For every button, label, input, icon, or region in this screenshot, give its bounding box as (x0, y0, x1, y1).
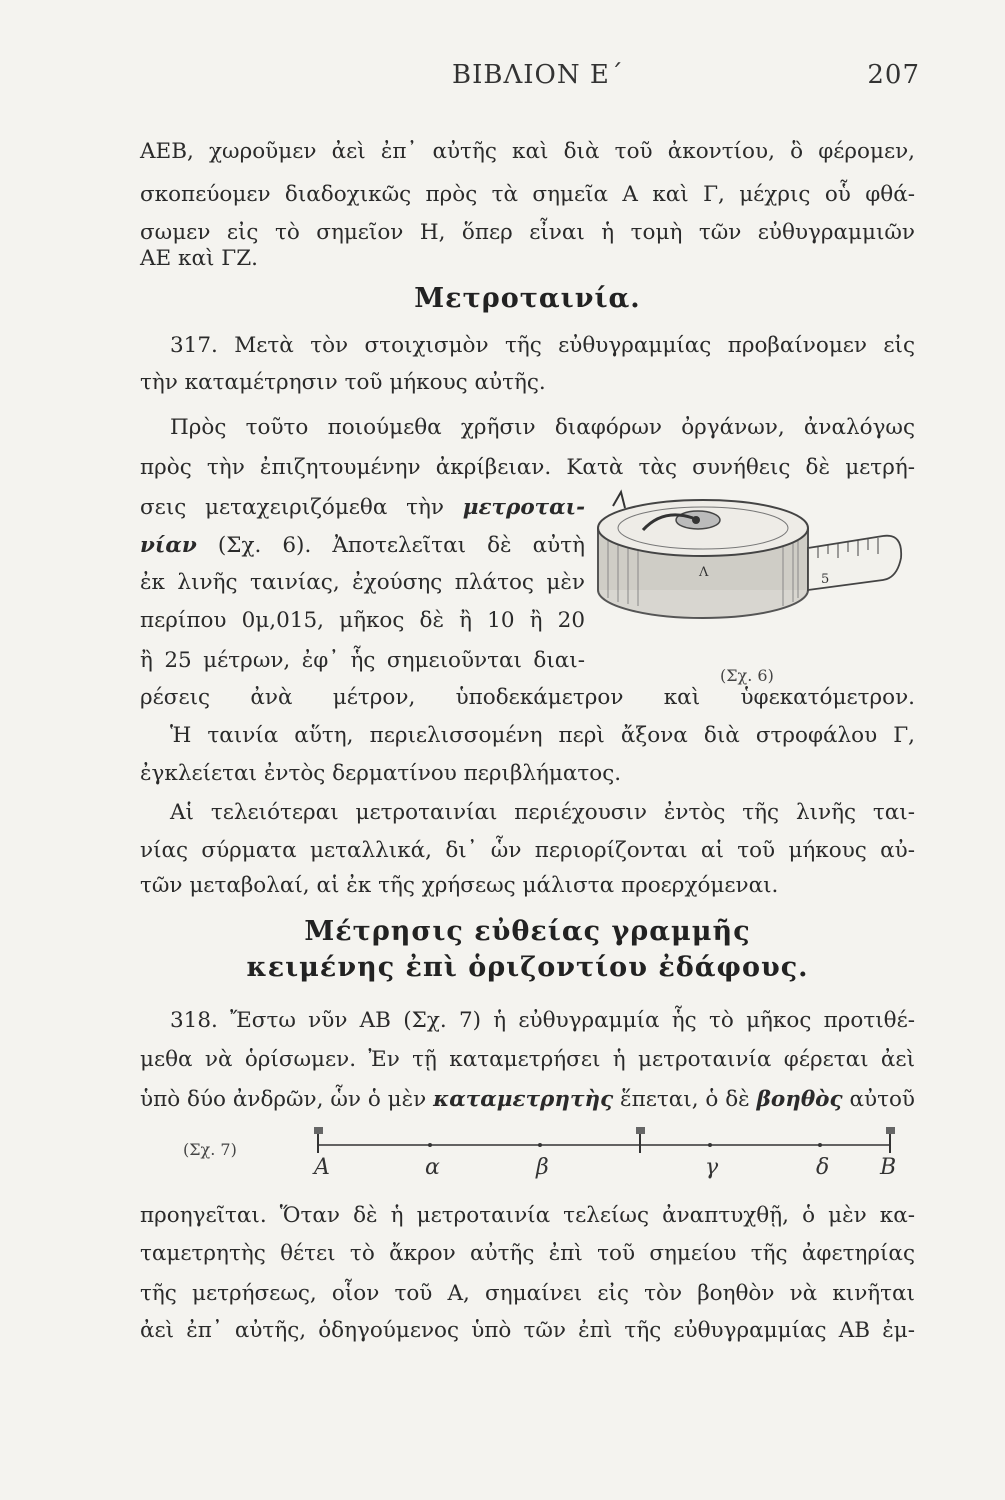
text-line: ἐγκλείεται ἐντὸς δερματίνου περιβλήματος. (140, 761, 622, 786)
text-line: ἐκ λινῆς ταινίας, ἐχούσης πλάτος μὲν (140, 570, 585, 595)
text-line: πρὸς τὴν ἐπιζητουμένην ἀκρίβειαν. Κατὰ τὰς συνήθεις δὲ μετρή- (140, 455, 915, 480)
text-line: σεις μεταχειριζόμεθα τὴν μετροται- (140, 495, 585, 520)
point-label: Β (880, 1155, 897, 1180)
line-ab-diagram (290, 1117, 920, 1187)
text-line: 318. Ἔστω νῦν ΑΒ (Σχ. 7) ἡ εὐθυγραμμία ἧς τὸ μῆκος προτιθέ- (170, 1008, 915, 1033)
term-emphasis: νίαν (140, 533, 197, 558)
figure-caption: (Σχ. 6) (720, 666, 774, 685)
text-line: προηγεῖται. Ὅταν δὲ ἡ μετροταινία τελείως ἀναπτυχθῇ, ὁ μὲν κα- (140, 1203, 915, 1228)
text-line: σκοπεύομεν διαδοχικῶς πρὸς τὰ σημεῖα Α καὶ Γ, μέχρις οὗ φθά- (140, 182, 915, 207)
text-line: ΑΕΒ, χωροῦμεν ἀεὶ ἐπ᾽ αὐτῆς καὶ διὰ τοῦ ἀκοντίου, ὃ φέρομεν, (140, 139, 915, 164)
text-line: νίαν (Σχ. 6). Ἀποτελεῖται δὲ αὐτὴ (140, 533, 585, 558)
text-line: ΑΕ καὶ ΓΖ. (140, 246, 258, 271)
point-c-mark (708, 1143, 712, 1147)
point-label: Α (314, 1155, 330, 1180)
text-line: ρέσεις ἀνὰ μέτρον, ὑποδεκάμετρον καὶ ὑφεκατόμετρον. (140, 685, 915, 710)
point-label: α (425, 1155, 440, 1180)
text-line: τῶν μεταβολαί, αἱ ἐκ τῆς χρήσεως μάλιστα προερχόμεναι. (140, 873, 779, 898)
point-b-mark (538, 1143, 542, 1147)
point-label: β (536, 1155, 549, 1180)
point-d-mark (818, 1143, 822, 1147)
text-line: μεθα νὰ ὁρίσωμεν. Ἐν τῇ καταμετρήσει ἡ μετροταινία φέρεται ἀεὶ (140, 1047, 915, 1072)
point-label: γ (705, 1155, 719, 1180)
text-line: Ἡ ταινία αὕτη, περιελισσομένη περὶ ἄξονα διὰ στροφάλου Γ, (170, 723, 915, 748)
end-stake-icon (886, 1127, 895, 1153)
section-heading: κειμένης ἐπὶ ὁριζοντίου ἐδάφους. (246, 952, 809, 983)
text-line: ἢ 25 μέτρων, ἐφ᾽ ἧς σημειοῦνται διαι- (140, 648, 585, 673)
point-a-mark (428, 1143, 432, 1147)
running-header: ΒΙΒΛΙΟΝ Ε΄ (452, 60, 624, 90)
term-emphasis: μετροται- (462, 495, 585, 520)
figure-caption: (Σχ. 7) (183, 1140, 237, 1159)
measuring-tape-reel-icon (583, 478, 913, 628)
text-line: ὑπὸ δύο ἀνδρῶν, ὧν ὁ μὲν καταμετρητὴς ἕπεται, ὁ δὲ βοηθὸς αὐτοῦ (140, 1087, 915, 1112)
text-line: ἀεὶ ἐπ᾽ αὐτῆς, ὁδηγούμενος ὑπὸ τῶν ἐπὶ τῆς εὐθυγραμμίας ΑΒ ἐμ- (140, 1318, 915, 1343)
term-emphasis: καταμετρητὴς (433, 1087, 614, 1112)
point-label: δ (816, 1155, 830, 1180)
page-number: 207 (867, 60, 920, 90)
section-heading: Μετροταινία. (414, 283, 641, 314)
section-heading: Μέτρησις εὐθείας γραμμῆς (304, 916, 751, 947)
text-line: Πρὸς τοῦτο ποιούμεθα χρῆσιν διαφόρων ὀργάνων, ἀναλόγως (170, 415, 915, 440)
text-line: Αἱ τελειότεραι μετροταινίαι περιέχουσιν ἐντὸς τῆς λινῆς ται- (170, 800, 915, 825)
text-line: σωμεν εἰς τὸ σημεῖον Η, ὅπερ εἶναι ἡ τομὴ τῶν εὐθυγραμμιῶν (140, 220, 915, 245)
tape-mark: 5 (821, 572, 830, 587)
term-emphasis: βοηθὸς (756, 1087, 843, 1112)
start-stake-icon (314, 1127, 323, 1153)
text-line: νίας σύρματα μεταλλικά, δι᾽ ὧν περιορίζονται αἱ τοῦ μήκους αὐ- (140, 838, 915, 863)
text-line: ταμετρητὴς θέτει τὸ ἄκρον αὐτῆς ἐπὶ τοῦ σημείου τῆς ἀφετηρίας (140, 1241, 915, 1266)
mid-stake-icon (636, 1127, 645, 1153)
reel-mark: Λ (699, 565, 709, 580)
text-line: 317. Μετὰ τὸν στοιχισμὸν τῆς εὐθυγραμμίας προβαίνομεν εἰς (170, 333, 915, 358)
text-line: τῆς μετρήσεως, οἷον τοῦ Α, σημαίνει εἰς τὸν βοηθὸν νὰ κινῆται (140, 1281, 915, 1306)
text-line: τὴν καταμέτρησιν τοῦ μήκους αὐτῆς. (140, 370, 546, 395)
text-line: περίπου 0μ,015, μῆκος δὲ ἢ 10 ἢ 20 (140, 608, 585, 633)
